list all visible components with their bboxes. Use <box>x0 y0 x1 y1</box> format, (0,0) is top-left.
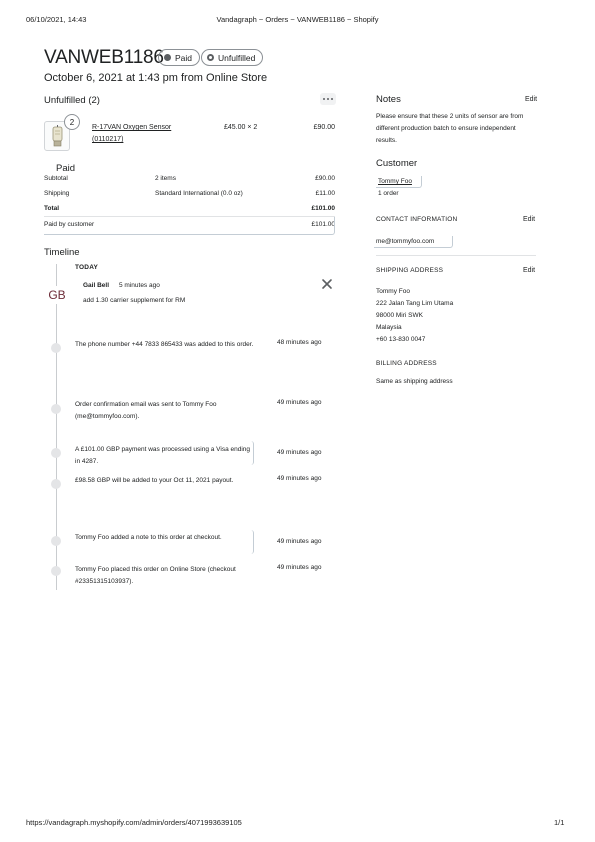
customer-name-link[interactable]: Tommy Foo <box>378 178 412 185</box>
customer-heading: Customer <box>376 158 418 169</box>
comment-time: 5 minutes ago <box>119 282 160 289</box>
customer-orders-count: 1 order <box>378 190 399 197</box>
item-line-total: £90.00 <box>313 124 335 131</box>
total-label: Total <box>44 205 60 212</box>
paid-dot-icon <box>164 54 171 61</box>
unfulfilled-heading: Unfulfilled (2) <box>44 95 100 106</box>
order-title: VANWEB1186 <box>44 47 164 68</box>
subtotal-detail: 2 items <box>155 175 176 182</box>
billing-address-text: Same as shipping address <box>376 378 453 385</box>
print-page-number: 1/1 <box>554 818 565 827</box>
close-icon[interactable] <box>320 277 334 291</box>
notes-heading: Notes <box>376 94 401 105</box>
fulfillment-status-label: Unfulfilled <box>218 52 256 63</box>
customer-divider <box>376 255 536 256</box>
shipping-amount: £11.00 <box>315 190 335 197</box>
customer-link-focus <box>376 176 422 188</box>
subtotal-label: Subtotal <box>44 175 68 182</box>
fulfillment-status-badge <box>201 49 263 66</box>
notes-text: Please ensure that these 2 units of sensor are from different production batch to ensure independent results. <box>376 113 524 144</box>
timeline-event-time: 49 minutes ago <box>277 399 322 406</box>
payment-card-edge <box>44 217 335 235</box>
timeline-dot <box>51 566 61 576</box>
timeline-event-text: The phone number +44 7833 865433 was added to this order. <box>75 341 254 348</box>
subtotal-amount: £90.00 <box>315 175 335 182</box>
timeline-dot <box>51 536 61 546</box>
timeline-event-time: 49 minutes ago <box>277 538 322 545</box>
paid-by-customer-label: Paid by customer <box>44 221 95 228</box>
timeline-event-text: Tommy Foo placed this order on Online Store (checkout #23351315103937). <box>75 566 236 585</box>
timeline-event-time: 48 minutes ago <box>277 339 322 346</box>
timeline-dot <box>51 479 61 489</box>
customer-email[interactable]: me@tommyfoo.com <box>376 238 435 245</box>
shipping-edit-link[interactable]: Edit <box>523 267 536 274</box>
timeline-dot <box>51 448 61 458</box>
unfulfilled-ring-icon <box>207 54 214 61</box>
avatar: GB <box>46 286 68 304</box>
payment-status-label: Paid <box>175 52 193 63</box>
address-line: 222 Jalan Tang Lim Utama <box>376 300 454 307</box>
notes-edit-link[interactable]: Edit <box>525 96 538 103</box>
timeline-heading: Timeline <box>44 247 80 258</box>
paid-by-customer-amount: £101.00 <box>311 221 335 228</box>
paid-heading: Paid <box>56 163 76 174</box>
item-unit-price: £45.00 × 2 <box>224 124 258 131</box>
address-line: 98000 Miri SWK <box>376 312 423 319</box>
timeline-event-time: 49 minutes ago <box>277 475 322 482</box>
payment-status-badge <box>158 49 200 66</box>
address-line: +60 13-830 0047 <box>376 336 426 343</box>
print-url: https://vandagraph.myshopify.com/admin/orders/4071993639105 <box>26 818 242 827</box>
timeline-event-text: £98.58 GBP will be added to your Oct 11, 2021 payout. <box>75 477 234 484</box>
timeline-event-text: Tommy Foo added a note to this order at checkout. <box>75 534 222 541</box>
address-line: Malaysia <box>376 324 402 331</box>
timeline-dot <box>51 404 61 414</box>
comment-author: Gail Bell <box>83 282 110 289</box>
product-sku-link[interactable]: (0110217) <box>92 136 124 143</box>
shipping-address-heading: SHIPPING ADDRESS <box>376 267 444 274</box>
contact-edit-link[interactable]: Edit <box>523 216 536 223</box>
address-line: Tommy Foo <box>376 288 410 295</box>
billing-address-heading: BILLING ADDRESS <box>376 360 437 367</box>
comment-text: add 1.30 carrier supplement for RM <box>83 297 186 304</box>
shipping-label: Shipping <box>44 190 70 197</box>
timeline-dot <box>51 343 61 353</box>
email-focus-ring <box>374 236 453 248</box>
product-name-link[interactable]: R-17VAN Oxygen Sensor <box>92 124 172 131</box>
timeline-event-time: 49 minutes ago <box>277 449 322 456</box>
timeline-today-label: TODAY <box>75 264 99 271</box>
item-quantity-badge: 2 <box>64 114 80 130</box>
timeline-event-text: A £101.00 GBP payment was processed using a Visa ending in 4287. <box>75 446 251 465</box>
more-horizontal-icon[interactable] <box>320 93 336 105</box>
total-amount: £101.00 <box>311 205 335 212</box>
print-page-title: Vandagraph ~ Orders ~ VANWEB1186 ~ Shopify <box>216 15 379 24</box>
shipping-detail: Standard International (0.0 oz) <box>155 190 243 197</box>
contact-info-heading: CONTACT INFORMATION <box>376 216 458 223</box>
timeline-event-text: Order confirmation email was sent to Tommy Foo (me@tommyfoo.com). <box>75 401 217 420</box>
order-subtitle: October 6, 2021 at 1:43 pm from Online Store <box>44 72 268 84</box>
print-datetime: 06/10/2021, 14:43 <box>26 15 87 24</box>
timeline-event-time: 49 minutes ago <box>277 564 322 571</box>
